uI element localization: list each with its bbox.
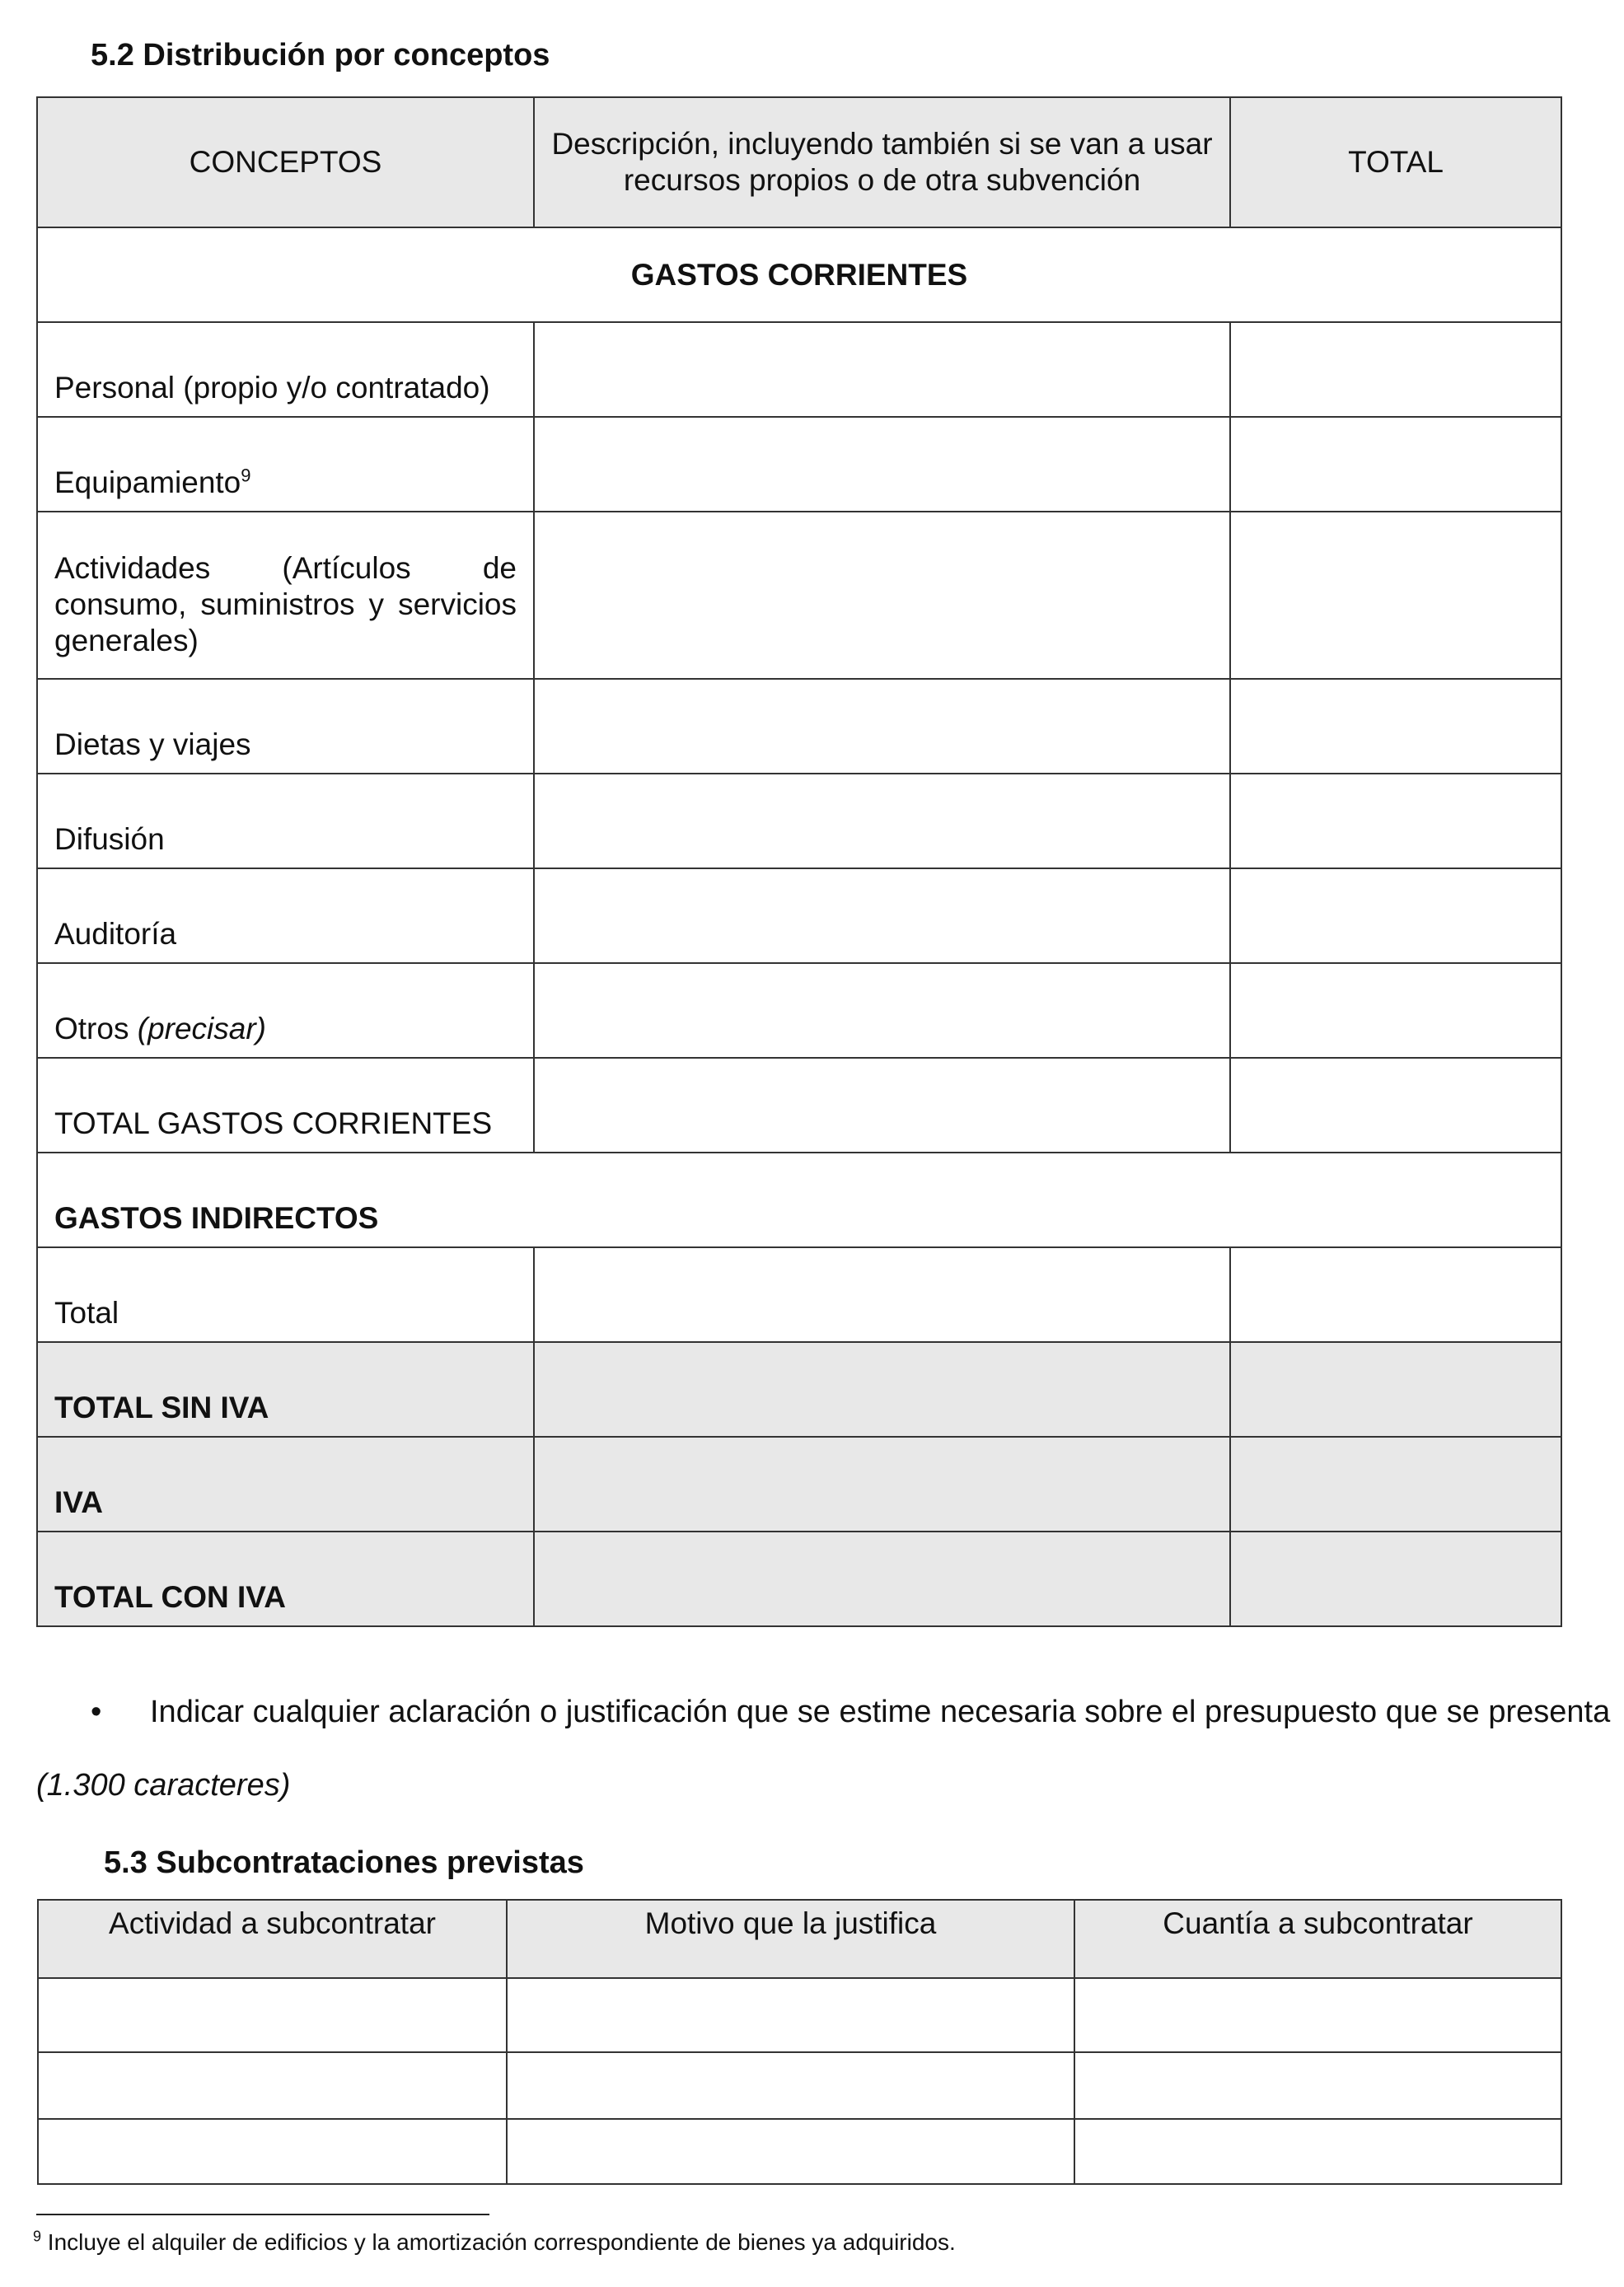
footnote-text: Incluye el alquiler de edificios y la amortización correspondiente de bienes ya adquiridos. [47, 2229, 956, 2255]
table-row [38, 2052, 1561, 2119]
budget-header-row [37, 97, 1561, 227]
description-cell[interactable] [534, 1437, 1230, 1532]
description-cell[interactable] [534, 1342, 1230, 1437]
total-cell[interactable] [1230, 322, 1561, 417]
row-label-total-gastos-corrientes: TOTAL GASTOS CORRIENTES [37, 1058, 534, 1153]
table-row [37, 417, 1561, 512]
table-row [37, 1342, 1561, 1437]
row-label-total-sin-iva: TOTAL SIN IVA [37, 1342, 534, 1437]
description-cell[interactable] [534, 417, 1230, 512]
description-cell[interactable] [534, 1532, 1230, 1626]
total-cell[interactable] [1230, 774, 1561, 868]
table-row [37, 1247, 1561, 1342]
row-label-auditoria: Auditoría [37, 868, 534, 963]
section-row-gastos-indirectos [37, 1153, 1561, 1247]
row-label-equipamiento [37, 417, 534, 512]
header-actividad: Actividad a subcontratar [38, 1900, 507, 1978]
table-row [38, 1978, 1561, 2052]
footnote-marker: 9 [33, 2228, 42, 2245]
subcontract-activity-cell[interactable] [38, 1978, 507, 2052]
row-label-otros [37, 963, 534, 1058]
otros-text: Otros [54, 1012, 129, 1045]
table-row [37, 512, 1561, 679]
subcontract-reason-cell[interactable] [507, 1978, 1074, 2052]
justification-bullet-item [91, 1695, 1610, 1730]
description-cell[interactable] [534, 868, 1230, 963]
table-row [37, 322, 1561, 417]
subcontract-table [37, 1899, 1562, 2185]
bullet-marker: • [91, 1695, 102, 1729]
otros-note: (precisar) [137, 1012, 266, 1045]
row-label-difusion: Difusión [37, 774, 534, 868]
subcontract-amount-cell[interactable] [1074, 2119, 1561, 2184]
total-cell[interactable] [1230, 679, 1561, 774]
subcontract-reason-cell[interactable] [507, 2119, 1074, 2184]
section-5-3-title: 5.3 Subcontrataciones previstas [104, 1845, 584, 1880]
table-row [37, 1532, 1561, 1626]
character-limit-note: (1.300 caracteres) [36, 1768, 291, 1803]
total-cell[interactable] [1230, 1247, 1561, 1342]
table-row [37, 1437, 1561, 1532]
subcontract-amount-cell[interactable] [1074, 2052, 1561, 2119]
row-label-total-con-iva: TOTAL CON IVA [37, 1532, 534, 1626]
subcontract-header-row [38, 1900, 1561, 1978]
total-cell[interactable] [1230, 963, 1561, 1058]
description-cell[interactable] [534, 1058, 1230, 1153]
section-label-gastos-indirectos: GASTOS INDIRECTOS [37, 1153, 1561, 1247]
justification-text: Indicar cualquier aclaración o justificación que se estime necesaria sobre el presupuesto que se presenta [150, 1695, 1611, 1729]
row-label-iva: IVA [37, 1437, 534, 1532]
row-label-dietas: Dietas y viajes [37, 679, 534, 774]
footnote-separator [36, 2214, 489, 2215]
footnote-ref[interactable]: 9 [241, 465, 251, 486]
total-cell[interactable] [1230, 1342, 1561, 1437]
total-cell[interactable] [1230, 417, 1561, 512]
table-row [37, 1058, 1561, 1153]
header-conceptos: CONCEPTOS [37, 97, 534, 227]
table-row [37, 963, 1561, 1058]
section-5-2-title: 5.2 Distribución por conceptos [91, 38, 550, 72]
subcontract-activity-cell[interactable] [38, 2119, 507, 2184]
total-cell[interactable] [1230, 1532, 1561, 1626]
header-total: TOTAL [1230, 97, 1561, 227]
budget-table [36, 96, 1562, 1627]
header-motivo: Motivo que la justifica [507, 1900, 1074, 1978]
table-row [37, 774, 1561, 868]
row-label-total-indirectos: Total [37, 1247, 534, 1342]
row-label-actividades: Actividades (Artículos de consumo, suministros y servicios generales) [37, 512, 534, 679]
total-cell[interactable] [1230, 1058, 1561, 1153]
header-descripcion: Descripción, incluyendo también si se van a usar recursos propios o de otra subvención [534, 97, 1230, 227]
subcontract-reason-cell[interactable] [507, 2052, 1074, 2119]
section-label-gastos-corrientes: GASTOS CORRIENTES [37, 227, 1561, 322]
table-row [37, 868, 1561, 963]
table-row [38, 2119, 1561, 2184]
equipamiento-text: Equipamiento [54, 465, 241, 499]
header-cuantia: Cuantía a subcontratar [1074, 1900, 1561, 1978]
footnote [33, 2229, 956, 2256]
section-row-gastos-corrientes [37, 227, 1561, 322]
row-label-personal: Personal (propio y/o contratado) [37, 322, 534, 417]
total-cell[interactable] [1230, 868, 1561, 963]
description-cell[interactable] [534, 679, 1230, 774]
description-cell[interactable] [534, 322, 1230, 417]
description-cell[interactable] [534, 1247, 1230, 1342]
description-cell[interactable] [534, 774, 1230, 868]
table-row [37, 679, 1561, 774]
description-cell[interactable] [534, 512, 1230, 679]
subcontract-activity-cell[interactable] [38, 2052, 507, 2119]
total-cell[interactable] [1230, 1437, 1561, 1532]
subcontract-amount-cell[interactable] [1074, 1978, 1561, 2052]
description-cell[interactable] [534, 963, 1230, 1058]
total-cell[interactable] [1230, 512, 1561, 679]
